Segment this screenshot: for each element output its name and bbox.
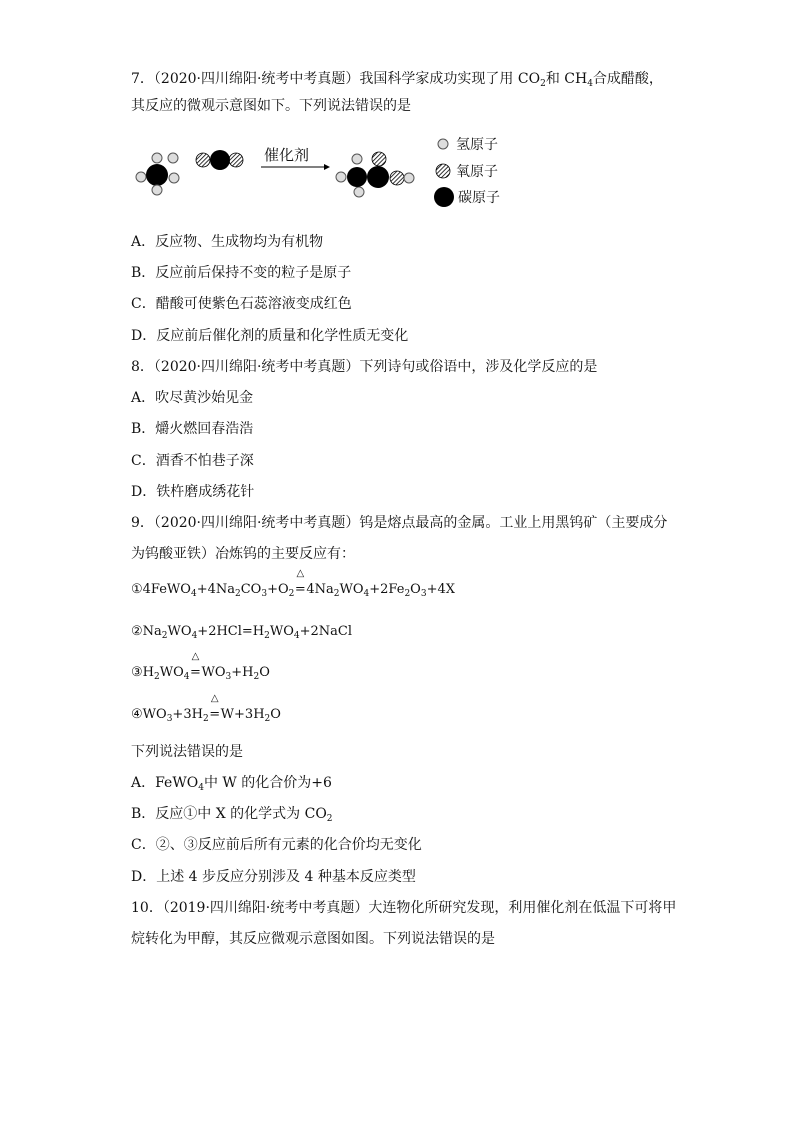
formula-part: Na (142, 624, 162, 639)
q8-option-d: D．铁杵磨成绣花针 (131, 484, 255, 500)
q9-option-d: D．上述 4 步反应分别涉及 4 种基本反应类型 (131, 869, 416, 885)
formula-part: WO (339, 582, 364, 597)
q9-stem-line-1: 9．（2020·四川绵阳·统考中考真题）钨是熔点最高的金属。工业上用黑钨矿（主要成分 (131, 515, 668, 531)
formula-part: +2Fe (369, 582, 405, 597)
formula-part: 4Na (306, 582, 334, 597)
equation-number: ② (131, 624, 143, 639)
q8-option-b: B．爝火燃回春浩浩 (131, 421, 254, 437)
formula-part: O (410, 582, 421, 597)
formula-part: +4X (426, 582, 455, 597)
subscript: 2 (326, 814, 333, 824)
formula-part: WO (201, 665, 226, 680)
subscript: 3 (420, 589, 427, 599)
formula-part: W+3H (220, 707, 265, 722)
formula-part: O (259, 665, 270, 680)
q9-equation-4 (131, 693, 281, 729)
equation-number: ④ (131, 707, 143, 722)
formula-part: WO (142, 707, 167, 722)
subscript: 3 (166, 714, 173, 724)
heat-condition (190, 651, 202, 683)
q9-option-c: C．②、③反应前后所有元素的化合价均无变化 (131, 837, 422, 853)
formula-part: WO (167, 624, 192, 639)
subscript: 2 (333, 589, 340, 599)
subscript: 2 (264, 631, 270, 641)
q7-option-a: A．反应物、生成物均为有机物 (131, 234, 324, 250)
subscript: 4 (190, 589, 197, 599)
option-text: 中 W 的化合价为+6 (203, 775, 332, 791)
catalyst-label: 催化剂 (264, 146, 310, 164)
legend-hydrogen-swatch (438, 139, 448, 149)
reaction-arrow (261, 164, 330, 170)
option-text: A．FeWO (131, 775, 199, 791)
equals-sign: = (294, 582, 306, 597)
legend-carbon-label: 碳原子 (458, 190, 500, 206)
formula-part: 4FeWO (142, 582, 191, 597)
subscript: 2 (154, 672, 160, 682)
subscript: 2 (264, 714, 271, 724)
subscript: 2 (234, 589, 241, 599)
q9-equation-2 (131, 622, 352, 646)
legend-carbon-swatch (434, 187, 454, 207)
q9-option-b (131, 804, 333, 829)
equation-number: ① (131, 582, 143, 597)
q7-stem-line-1 (131, 69, 663, 94)
legend-oxygen-label: 氧原子 (456, 164, 498, 180)
formula-part: WO (159, 665, 184, 680)
q7-stem-text: 7．（2020·四川绵阳·统考中考真题）我国科学家成功实现了用 CO (131, 71, 541, 87)
q7-option-c: C．醋酸可使紫色石蕊溶液变成红色 (131, 296, 352, 312)
q9-option-a (131, 773, 332, 798)
equals-sign: = (209, 707, 221, 722)
delta-symbol: △ (296, 568, 305, 579)
q9-equation-1 (131, 568, 455, 604)
formula-part: O (270, 707, 281, 722)
subscript: 2 (404, 589, 411, 599)
q10-stem-line-2: 烷转化为甲醇，其反应微观示意图如图。下列说法错误的是 (131, 931, 495, 947)
subscript: 4 (587, 79, 593, 89)
carbon-dioxide-molecule (196, 150, 243, 170)
legend-hydrogen-label: 氢原子 (456, 137, 498, 153)
formula-part: CO (240, 582, 262, 597)
acetic-acid-molecule (336, 152, 414, 197)
q10-stem-line-1: 10．（2019·四川绵阳·统考中考真题）大连物化所研究发现，利用催化剂在低温下可将甲 (131, 900, 677, 916)
formula-part: +3H (172, 707, 203, 722)
subscript: 4 (198, 783, 204, 793)
reaction-diagram (128, 134, 528, 214)
heat-condition (294, 568, 306, 600)
formula-part: WO (269, 624, 294, 639)
methane-molecule (136, 153, 179, 195)
equals-sign: = (190, 665, 201, 680)
q9-equation-3 (131, 651, 270, 687)
q7-stem-text: 和 CH (545, 71, 588, 87)
formula-part: +H (231, 665, 254, 680)
formula-part: +O (267, 582, 289, 597)
q7-option-b: B．反应前后保持不变的粒子是原子 (131, 265, 352, 281)
legend (434, 137, 500, 207)
subscript: 2 (540, 79, 546, 89)
q9-stem-line-2: 为钨酸亚铁）冶炼钨的主要反应有： (131, 546, 355, 562)
equation-number: ③ (131, 665, 143, 680)
q8-option-c: C．酒香不怕巷子深 (131, 453, 254, 469)
formula-part: H (142, 665, 154, 680)
subscript: 3 (261, 589, 268, 599)
q7-option-d: D．反应前后催化剂的质量和化学性质无变化 (131, 328, 409, 344)
subscript: 2 (288, 589, 295, 599)
formula-part: +2NaCl (299, 624, 353, 639)
formula-part: +2HCl=H (197, 624, 265, 639)
q8-stem: 8．（2020·四川绵阳·统考中考真题）下列诗句或俗语中，涉及化学反应的是 (131, 359, 598, 375)
q7-stem-line-2: 其反应的微观示意图如下。下列说法错误的是 (131, 98, 411, 114)
heat-condition (209, 693, 221, 725)
delta-symbol: △ (210, 693, 219, 704)
subscript: 3 (225, 672, 232, 682)
q7-stem-text: 合成醋酸， (592, 71, 663, 87)
subscript: 4 (363, 589, 370, 599)
formula-part: +4Na (196, 582, 235, 597)
delta-symbol: △ (191, 651, 200, 662)
subscript: 4 (293, 631, 300, 641)
q9-prompt: 下列说法错误的是 (131, 744, 243, 760)
subscript: 2 (253, 672, 260, 682)
subscript: 2 (161, 631, 168, 641)
subscript: 4 (191, 631, 198, 641)
legend-oxygen-swatch (436, 164, 450, 178)
subscript: 4 (183, 672, 190, 682)
q8-option-a: A．吹尽黄沙始见金 (131, 390, 254, 406)
option-text: B．反应①中 X 的化学式为 CO (131, 806, 327, 822)
subscript: 2 (202, 714, 209, 724)
